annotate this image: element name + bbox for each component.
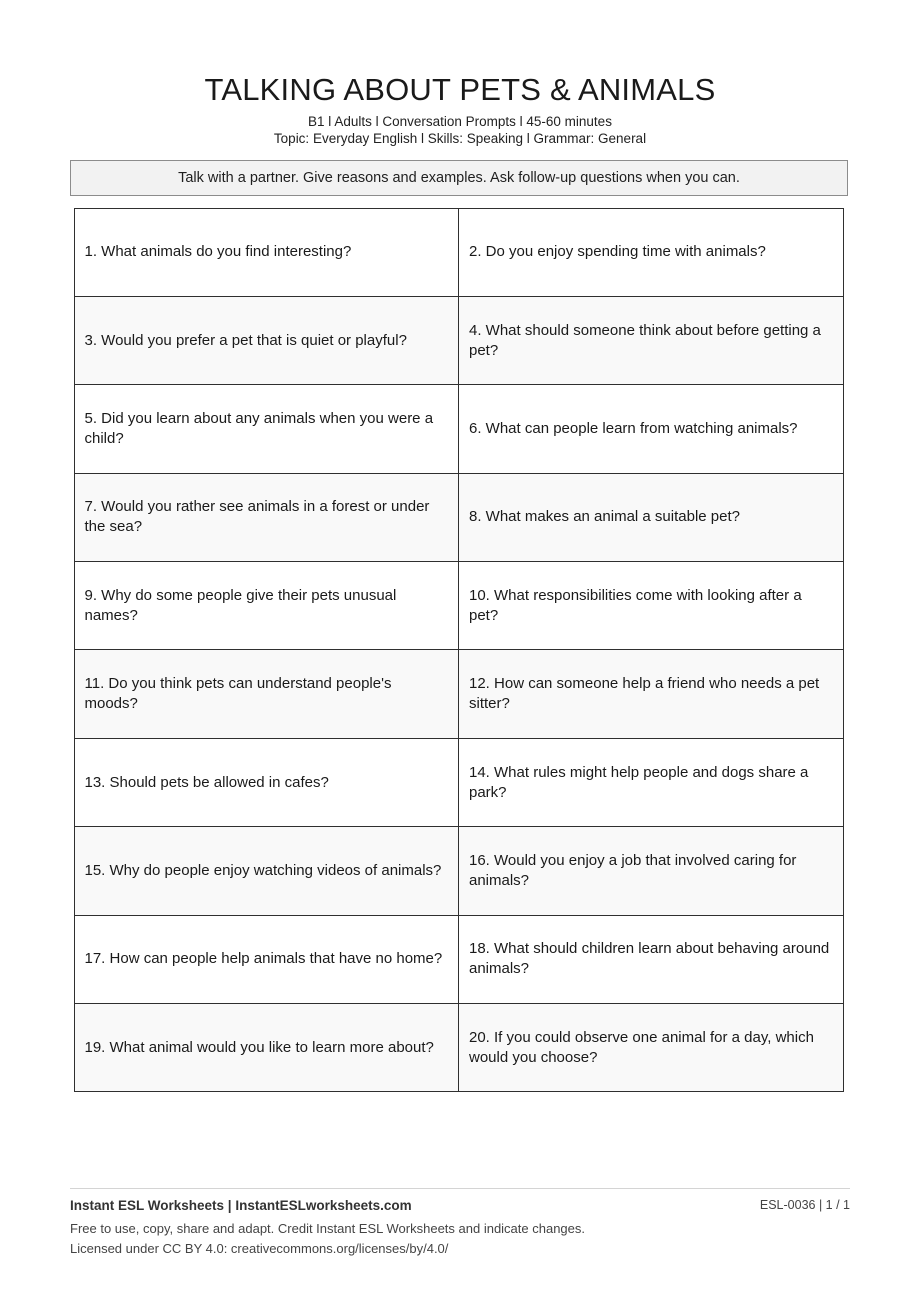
question-cell: 13. Should pets be allowed in cafes? — [74, 738, 460, 827]
question-cell: 4. What should someone think about before getting a pet? — [458, 296, 844, 385]
questions-row — [74, 385, 845, 473]
questions-row — [74, 296, 845, 384]
question-cell: 10. What responsibilities come with looking after a pet? — [458, 561, 844, 650]
footer-license-note: Free to use, copy, share and adapt. Credit Instant ESL Worksheets and indicate changes. — [70, 1221, 586, 1236]
question-cell: 9. Why do some people give their pets unusual names? — [74, 561, 460, 650]
questions-row — [74, 473, 845, 561]
question-cell: 14. What rules might help people and dogs share a park? — [458, 738, 844, 827]
question-cell: 6. What can people learn from watching animals? — [458, 384, 844, 473]
question-cell: 18. What should children learn about behaving around animals? — [458, 915, 844, 1004]
footer-brand: Instant ESL Worksheets | InstantESLworksheets.com — [70, 1198, 412, 1213]
questions-row — [74, 827, 845, 915]
question-cell: 7. Would you rather see animals in a forest or under the sea? — [74, 473, 460, 562]
question-cell: 19. What animal would you like to learn more about? — [74, 1003, 460, 1092]
question-cell: 5. Did you learn about any animals when you were a child? — [74, 384, 460, 473]
footer-license-link: Licensed under CC BY 4.0: creativecommons.org/licenses/by/4.0/ — [70, 1241, 449, 1256]
question-cell: 15. Why do people enjoy watching videos of animals? — [74, 826, 460, 915]
question-cell: 3. Would you prefer a pet that is quiet or playful? — [74, 296, 460, 385]
question-cell: 16. Would you enjoy a job that involved caring for animals? — [458, 826, 844, 915]
questions-row — [74, 738, 845, 826]
worksheet-title: TALKING ABOUT PETS & ANIMALS — [204, 72, 716, 107]
question-cell: 20. If you could observe one animal for a day, which would you choose? — [458, 1003, 844, 1092]
questions-row — [74, 915, 845, 1003]
questions-row — [74, 1004, 845, 1092]
question-cell: 8. What makes an animal a suitable pet? — [458, 473, 844, 562]
questions-grid — [74, 208, 845, 1092]
questions-row — [74, 562, 845, 650]
footer-divider — [70, 1188, 850, 1189]
question-cell: 17. How can people help animals that have no home? — [74, 915, 460, 1004]
worksheet-meta-level: B1 l Adults l Conversation Prompts l 45-60 minutes — [308, 114, 612, 129]
question-cell: 1. What animals do you find interesting? — [74, 208, 460, 297]
question-cell: 2. Do you enjoy spending time with animals? — [458, 208, 844, 297]
questions-row — [74, 650, 845, 738]
question-cell: 12. How can someone help a friend who needs a pet sitter? — [458, 649, 844, 738]
questions-row — [74, 208, 845, 296]
instructions-box: Talk with a partner. Give reasons and examples. Ask follow-up questions when you can. — [70, 160, 848, 196]
footer-page-code: ESL-0036 | 1 / 1 — [759, 1198, 850, 1212]
worksheet-meta-topic: Topic: Everyday English l Skills: Speaking l Grammar: General — [273, 131, 647, 146]
question-cell: 11. Do you think pets can understand people's moods? — [74, 649, 460, 738]
